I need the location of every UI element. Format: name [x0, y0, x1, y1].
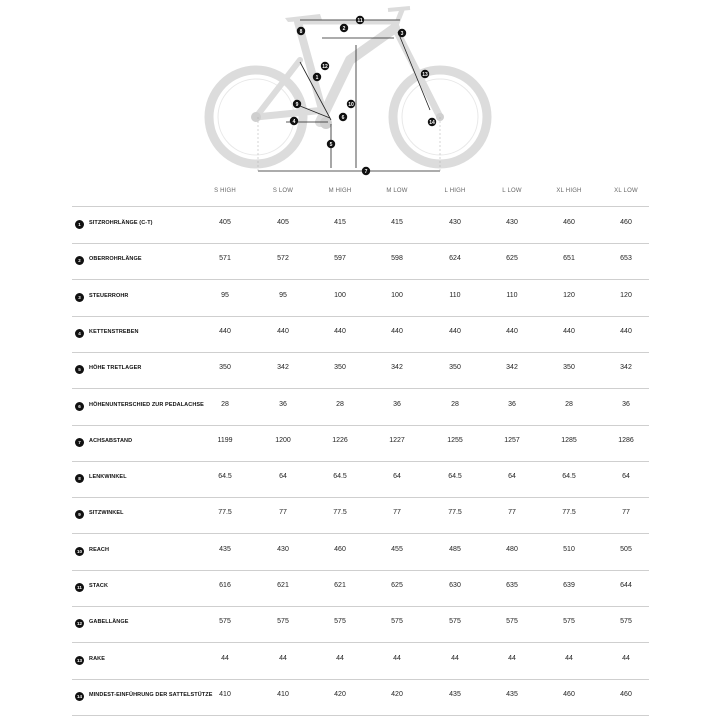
row-label: STEUERROHR — [89, 292, 129, 299]
down-tube — [320, 25, 395, 122]
table-cell: 480 — [506, 545, 518, 553]
table-cell: 95 — [221, 291, 229, 299]
table-row — [72, 389, 649, 426]
table-cell: 28 — [565, 400, 573, 408]
table-cell: 485 — [449, 545, 461, 553]
table-cell: 36 — [508, 400, 516, 408]
table-cell: 36 — [393, 400, 401, 408]
row-label: HÖHENUNTERSCHIED ZUR PEDALACHSE — [89, 401, 204, 408]
table-cell: 350 — [334, 364, 346, 372]
table-cell: 575 — [277, 618, 289, 626]
table-row — [72, 461, 649, 498]
table-cell: 575 — [334, 618, 346, 626]
table-cell: 644 — [620, 582, 632, 589]
diagram-label-6 — [339, 113, 347, 121]
table-cell: 624 — [449, 255, 461, 263]
table-cell: 77 — [508, 509, 516, 517]
table-cell: 597 — [334, 255, 346, 263]
diagram-label-8 — [297, 27, 305, 35]
table-cell: 1285 — [561, 436, 577, 444]
svg-text:4: 4 — [292, 118, 296, 125]
table-cell: 342 — [391, 364, 403, 372]
handlebar — [388, 8, 410, 10]
table-row — [72, 243, 649, 280]
table-cell: 28 — [451, 400, 459, 408]
size-header-s-high: S HIGH — [214, 188, 236, 194]
table-cell: 510 — [563, 545, 575, 553]
size-header-l-low: L LOW — [502, 188, 522, 194]
table-cell: 64 — [279, 473, 287, 481]
table-row — [72, 570, 649, 607]
row-number-badge: 7 — [75, 438, 84, 447]
table-cell: 575 — [449, 618, 461, 626]
table-cell: 350 — [449, 364, 461, 372]
row-number-badge: 8 — [75, 474, 84, 483]
table-cell: 1286 — [618, 436, 634, 444]
table-cell: 44 — [279, 654, 287, 662]
diagram-label-3 — [398, 29, 406, 37]
svg-text:1: 1 — [315, 74, 319, 81]
table-cell: 1199 — [217, 436, 233, 444]
row-number-badge: 13 — [76, 657, 82, 663]
table-cell: 100 — [334, 291, 346, 299]
svg-text:14: 14 — [429, 119, 435, 126]
table-cell: 1255 — [447, 436, 463, 444]
table-cell: 625 — [506, 255, 518, 263]
row-label: STACK — [89, 583, 109, 589]
table-cell: 440 — [506, 327, 518, 335]
table-cell: 64 — [622, 473, 630, 481]
size-header-xl-high: XL HIGH — [556, 188, 582, 194]
svg-text:10: 10 — [348, 101, 354, 108]
diagram-label-11 — [356, 16, 364, 24]
row-label: RAKE — [89, 655, 105, 662]
diagram-label-4 — [290, 117, 298, 125]
table-cell: 64.5 — [562, 473, 576, 481]
chainstay — [256, 110, 325, 117]
table-row — [72, 207, 649, 244]
table-cell: 1200 — [275, 436, 291, 444]
table-cell: 621 — [277, 582, 289, 589]
table-cell: 430 — [506, 219, 518, 226]
row-number-badge: 6 — [75, 402, 84, 411]
table-cell: 435 — [449, 690, 461, 698]
diagram-label-12 — [321, 62, 329, 70]
row-label: OBERROHRLÄNGE — [89, 256, 142, 263]
table-cell: 651 — [563, 255, 575, 263]
table-row — [72, 497, 649, 534]
row-label: HÖHE TRETLAGER — [89, 365, 142, 372]
table-cell: 95 — [279, 291, 287, 299]
table-cell: 44 — [221, 654, 229, 662]
table-cell: 460 — [334, 545, 346, 553]
table-cell: 410 — [219, 690, 231, 698]
row-label: GABELLÄNGE — [89, 619, 129, 626]
table-cell: 77.5 — [448, 509, 462, 517]
table-row — [72, 316, 649, 353]
table-cell: 430 — [449, 219, 461, 226]
svg-text:8: 8 — [299, 28, 303, 35]
table-cell: 44 — [508, 654, 516, 662]
table-cell: 460 — [563, 690, 575, 698]
table-cell: 635 — [506, 582, 518, 589]
table-cell: 342 — [277, 364, 289, 372]
table-row — [72, 679, 649, 716]
row-number-badge: 4 — [75, 329, 84, 338]
table-cell: 64 — [393, 473, 401, 481]
table-cell: 36 — [279, 400, 287, 408]
svg-text:12: 12 — [322, 63, 328, 70]
diagram-label-13 — [421, 70, 429, 78]
svg-text:7: 7 — [364, 168, 368, 175]
size-header-s-low: S LOW — [272, 188, 294, 194]
row-number-badge: 3 — [75, 293, 84, 302]
table-cell: 575 — [219, 618, 231, 626]
table-cell: 653 — [620, 255, 632, 263]
table-cell: 64.5 — [218, 473, 232, 481]
table-cell: 1257 — [504, 436, 520, 444]
size-header-l-high: L HIGH — [444, 188, 466, 194]
table-cell: 405 — [277, 219, 289, 226]
row-label: SITZWINKEL — [89, 510, 124, 517]
table-cell: 410 — [277, 690, 289, 698]
table-cell: 440 — [563, 327, 575, 335]
table-cell: 77.5 — [562, 509, 576, 517]
table-cell: 28 — [336, 400, 344, 408]
table-cell: 77 — [393, 509, 401, 517]
svg-text:5: 5 — [329, 141, 333, 148]
row-number-badge: 10 — [76, 548, 82, 554]
size-header-m-high: M HIGH — [328, 188, 352, 194]
svg-text:13: 13 — [422, 71, 428, 78]
table-cell: 455 — [391, 545, 403, 553]
table-cell: 77.5 — [333, 509, 347, 517]
table-cell: 616 — [219, 582, 231, 589]
diagram-label-7 — [362, 167, 370, 175]
table-cell: 420 — [391, 690, 403, 698]
table-cell: 405 — [219, 219, 231, 226]
table-cell: 100 — [391, 291, 403, 299]
diagram-label-1 — [313, 73, 321, 81]
table-cell: 575 — [506, 618, 518, 626]
table-cell: 639 — [563, 582, 575, 589]
size-header-m-low: M LOW — [386, 188, 408, 194]
table-cell: 435 — [506, 690, 518, 698]
table-cell: 575 — [391, 618, 403, 626]
svg-text:9: 9 — [295, 101, 299, 108]
table-cell: 110 — [449, 291, 461, 299]
table-cell: 77 — [622, 509, 630, 517]
table-cell: 36 — [622, 400, 630, 408]
table-cell: 44 — [622, 654, 630, 662]
row-label: MINDEST-EINFÜHRUNG DER SATTELSTÜTZE — [89, 691, 213, 698]
table-cell: 44 — [451, 654, 459, 662]
table-cell: 415 — [334, 219, 346, 226]
table-row — [72, 643, 649, 680]
table-cell: 430 — [277, 545, 289, 553]
svg-text:2: 2 — [342, 25, 346, 32]
table-cell: 120 — [620, 291, 632, 299]
table-cell: 505 — [620, 545, 632, 553]
table-cell: 440 — [219, 327, 231, 335]
table-cell: 572 — [277, 255, 289, 263]
table-cell: 120 — [563, 291, 575, 299]
table-cell: 44 — [336, 654, 344, 662]
table-cell: 440 — [391, 327, 403, 335]
row-label: REACH — [89, 546, 110, 553]
table-cell: 575 — [620, 618, 632, 626]
svg-text:6: 6 — [341, 114, 345, 121]
table-cell: 575 — [563, 618, 575, 626]
table-cell: 460 — [620, 219, 632, 226]
table-cell: 630 — [449, 582, 461, 589]
row-label: SITZROHRLÄNGE (C-T) — [89, 220, 153, 226]
table-cell: 64 — [508, 473, 516, 481]
table-cell: 440 — [449, 327, 461, 335]
svg-text:11: 11 — [357, 17, 363, 24]
table-cell: 350 — [219, 364, 231, 372]
table-cell: 435 — [219, 545, 231, 553]
bike-geometry-diagram — [0, 0, 720, 182]
table-cell: 415 — [391, 219, 403, 226]
row-label: KETTENSTREBEN — [89, 328, 139, 335]
row-number-badge: 9 — [75, 510, 84, 519]
table-row — [72, 352, 649, 389]
table-cell: 77.5 — [218, 509, 232, 517]
table-cell: 440 — [277, 327, 289, 335]
table-cell: 44 — [565, 654, 573, 662]
diagram-label-10 — [347, 100, 355, 108]
table-cell: 44 — [393, 654, 401, 662]
table-row — [72, 280, 649, 317]
table-row — [72, 534, 649, 571]
row-number-badge: 12 — [76, 621, 82, 627]
table-cell: 440 — [334, 327, 346, 335]
table-cell: 28 — [221, 400, 229, 408]
diagram-label-5 — [327, 140, 335, 148]
table-cell: 77 — [279, 509, 287, 517]
row-number-badge: 2 — [75, 256, 84, 265]
table-cell: 64.5 — [333, 473, 347, 481]
table-cell: 460 — [563, 219, 575, 226]
row-number-badge: 1 — [75, 220, 84, 229]
row-number-badge: 5 — [75, 365, 84, 374]
table-cell: 350 — [563, 364, 575, 372]
table-cell: 571 — [219, 255, 231, 263]
svg-text:3: 3 — [400, 30, 404, 37]
row-number-badge: 11 — [75, 583, 84, 592]
table-cell: 598 — [391, 255, 403, 263]
table-cell: 1227 — [389, 436, 405, 444]
diagram-label-14 — [428, 118, 436, 126]
table-cell: 64.5 — [448, 473, 462, 481]
table-cell: 460 — [620, 690, 632, 698]
table-cell: 625 — [391, 582, 403, 589]
table-row — [72, 425, 649, 462]
table-cell: 1226 — [332, 436, 348, 444]
size-header-xl-low: XL LOW — [614, 188, 638, 194]
table-cell: 110 — [506, 291, 518, 299]
table-cell: 342 — [506, 364, 518, 372]
diagram-label-2 — [340, 24, 348, 32]
row-label: ACHSABSTAND — [89, 437, 133, 444]
table-cell: 621 — [334, 582, 346, 589]
row-label: LENKWINKEL — [89, 474, 127, 481]
table-row — [72, 606, 649, 643]
table-cell: 420 — [334, 690, 346, 698]
row-number-badge: 14 — [76, 693, 82, 699]
diagram-label-9 — [293, 100, 301, 108]
table-cell: 440 — [620, 327, 632, 335]
table-cell: 342 — [620, 364, 632, 372]
